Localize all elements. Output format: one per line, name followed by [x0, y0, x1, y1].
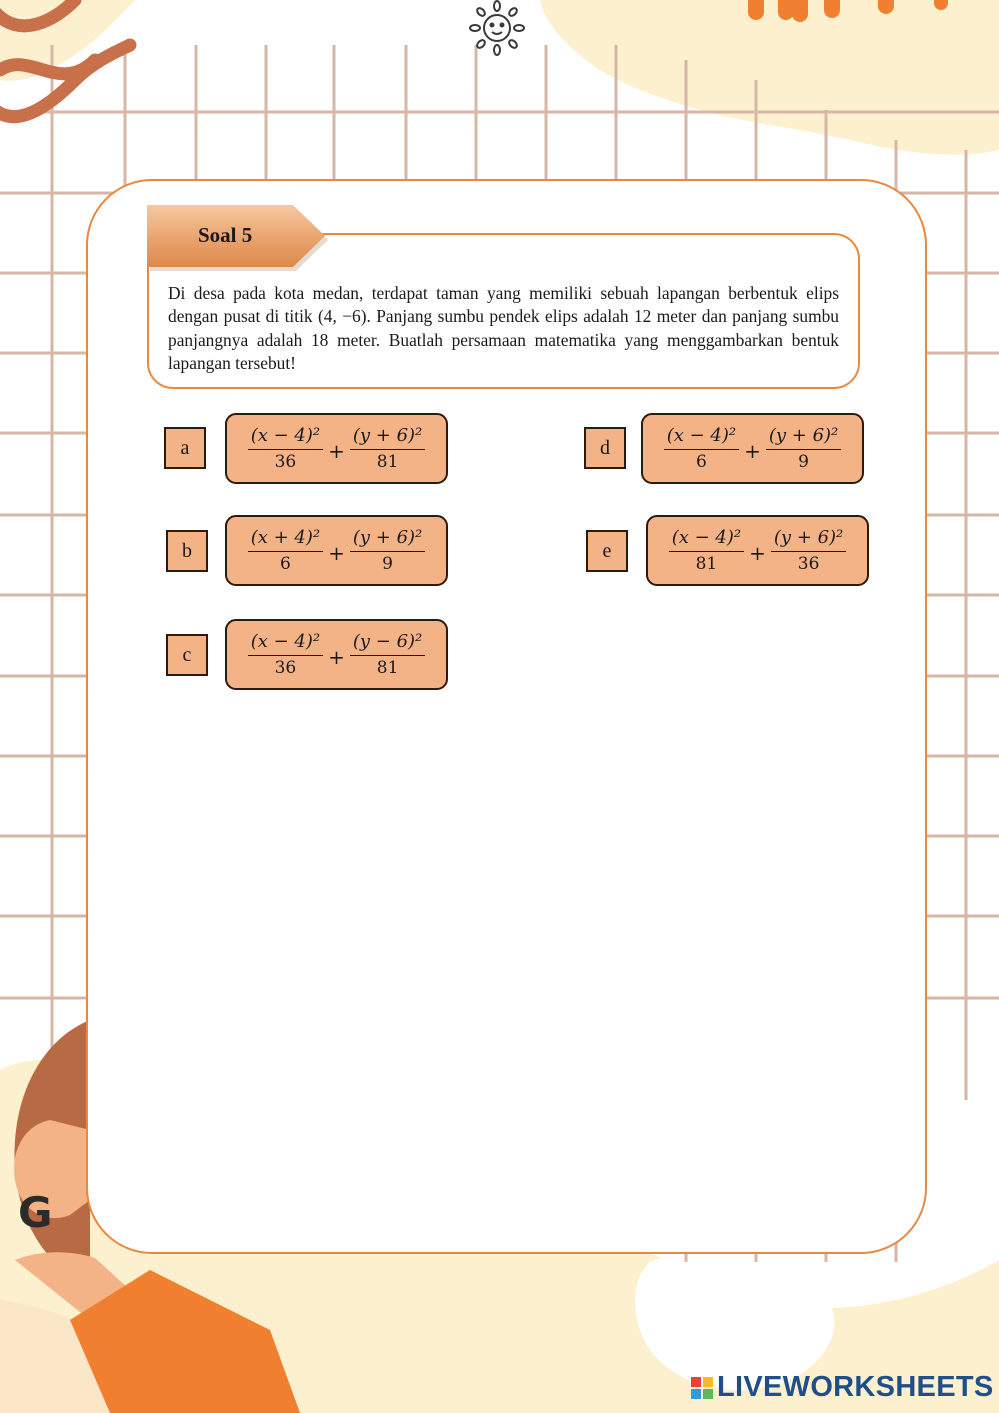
numerator: (y + 6)²: [350, 425, 425, 450]
numerator: (x − 4)²: [248, 631, 323, 656]
numerator: (x + 4)²: [248, 527, 323, 552]
option-d-answer[interactable]: [641, 413, 864, 484]
fraction-2: [350, 425, 425, 473]
denominator: 36: [797, 553, 820, 574]
plus-sign: +: [328, 644, 345, 669]
numerator: (y + 6)²: [766, 425, 841, 450]
numerator: (y − 6)²: [350, 631, 425, 656]
fraction-2: [771, 527, 846, 575]
sun-doodle-icon: [470, 1, 524, 55]
fraction-1: [248, 631, 323, 679]
denominator: 81: [376, 451, 399, 472]
brand-name: LIVEWORKSHEETS: [717, 1371, 994, 1403]
denominator: 36: [274, 451, 297, 472]
option-e-letter: e: [586, 530, 628, 572]
fraction-1: [664, 425, 739, 473]
cream-blob-top-right: [540, 0, 999, 155]
numerator: (x − 4)²: [669, 527, 744, 552]
denominator: 81: [376, 657, 399, 678]
option-b-answer[interactable]: [225, 515, 448, 586]
liveworksheets-logo-icon: [691, 1377, 713, 1399]
numerator: (x − 4)²: [248, 425, 323, 450]
option-c-answer[interactable]: [225, 619, 448, 690]
option-d-letter: d: [584, 427, 626, 469]
denominator: 6: [695, 451, 707, 472]
option-e-answer[interactable]: [646, 515, 869, 586]
fraction-1: [248, 425, 323, 473]
plus-sign: +: [744, 438, 761, 463]
numerator: (y + 6)²: [771, 527, 846, 552]
fraction-2: [350, 631, 425, 679]
fraction-2: [766, 425, 841, 473]
plus-sign: +: [328, 540, 345, 565]
badge-letter: G: [18, 1188, 53, 1237]
question-title: Soal 5: [198, 223, 253, 247]
option-b-letter: b: [166, 530, 208, 572]
fraction-1: [248, 527, 323, 575]
fraction-1: [669, 527, 744, 575]
denominator: 36: [274, 657, 297, 678]
numerator: (y + 6)²: [350, 527, 425, 552]
denominator: 9: [798, 451, 809, 472]
liveworksheets-brand[interactable]: [691, 1371, 994, 1404]
option-a-answer[interactable]: [225, 413, 448, 484]
plus-sign: +: [749, 540, 766, 565]
numerator: (x − 4)²: [664, 425, 739, 450]
option-a-letter: a: [164, 427, 206, 469]
option-c-letter: c: [166, 634, 208, 676]
plus-sign: +: [328, 438, 345, 463]
question-text: Di desa pada kota medan, terdapat taman yang memiliki sebuah lapangan berbentuk elips dengan pusat di titik (4, −6). Panjang sumbu pendek elips adalah 12 meter dan panjang sumbu panjangnya adalah 18 meter. Buatlah persamaan matematika yang menggambarkan bentuk lapangan tersebut!: [168, 283, 839, 373]
denominator: 81: [695, 553, 718, 574]
denominator: 6: [279, 553, 291, 574]
fraction-2: [350, 527, 425, 575]
denominator: 9: [382, 553, 393, 574]
